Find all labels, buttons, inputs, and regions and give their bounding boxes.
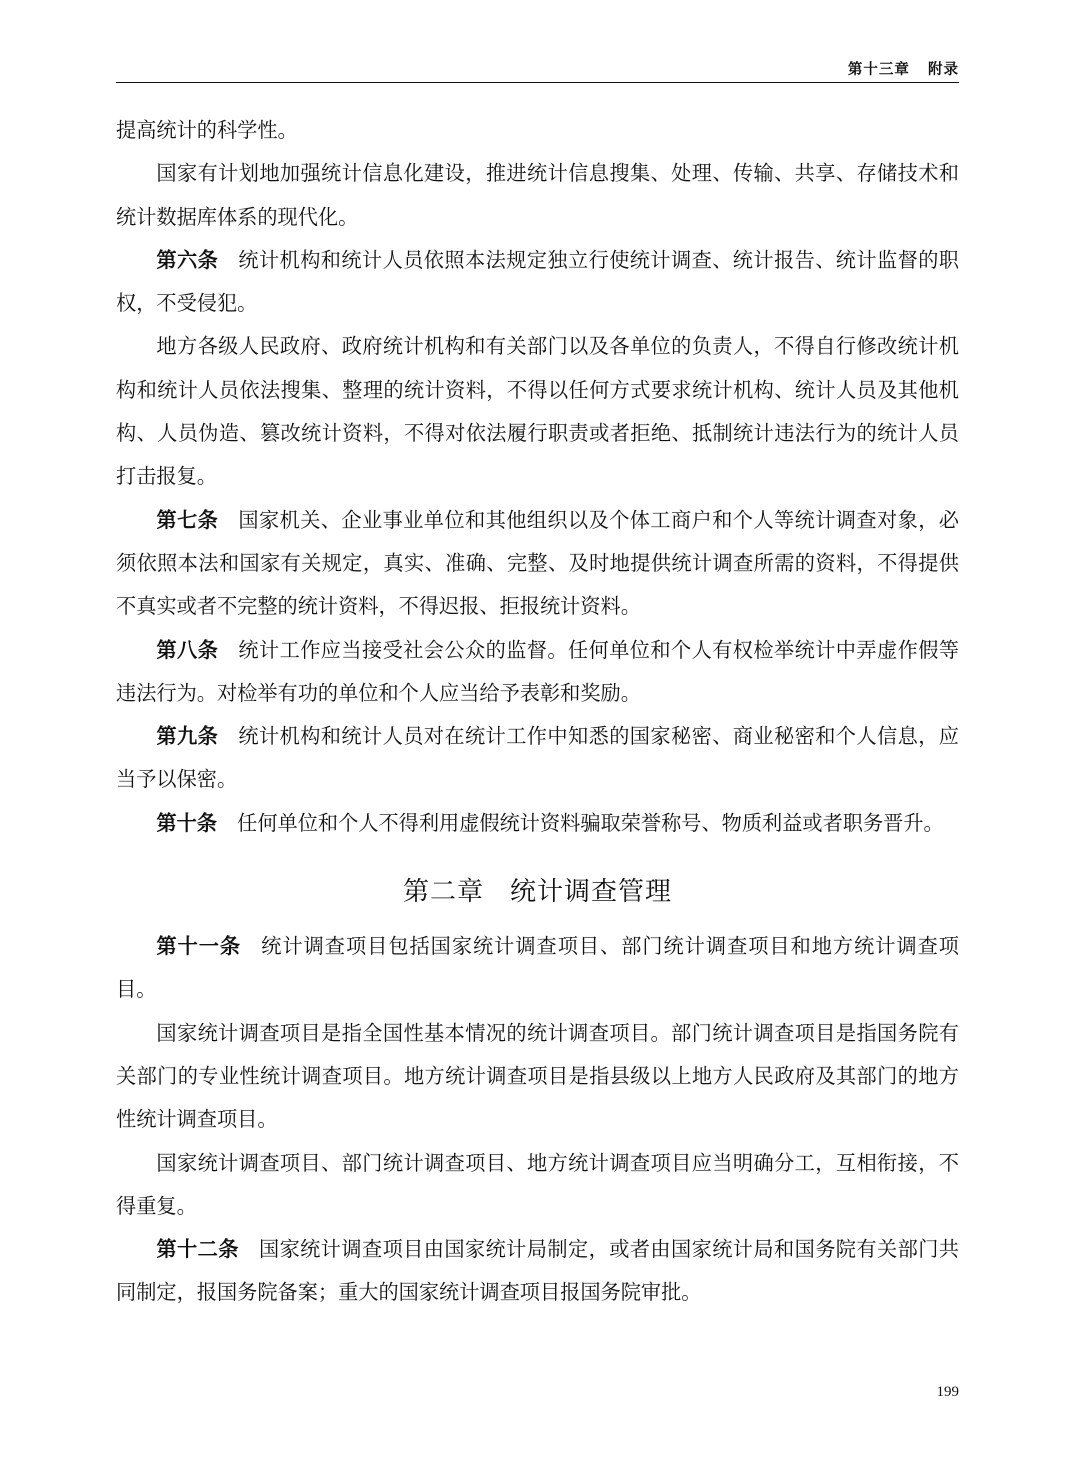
paragraph-continuation: 提高统计的科学性。 <box>116 118 298 142</box>
article-7-label: 第七条 <box>156 507 219 532</box>
article-11-label: 第十一条 <box>156 934 242 959</box>
chapter-number: 第二章 <box>402 877 484 908</box>
paragraph-informatization: 国家有计划地加强统计信息化建设，推进统计信息搜集、处理、传输、共享、存储技术和统计数据库体系的现代化。 <box>116 161 959 229</box>
article-11 <box>116 925 959 1012</box>
article-6-text: 统计机构和统计人员依照本法规定独立行使统计调查、统计报告、统计监督的职权，不受侵犯。 <box>116 247 959 316</box>
chapter-title: 统计调查管理 <box>510 877 673 908</box>
article-11-text: 统计调查项目包括国家统计调查项目、部门统计调查项目和地方统计调查项目。 <box>116 934 959 1002</box>
header-chapter-label <box>848 58 959 79</box>
page-number: 199 <box>936 1384 959 1400</box>
article-6 <box>116 239 959 326</box>
article-9-text: 统计机构和统计人员对在统计工作中知悉的国家秘密、商业秘密和个人信息，应当予以保密。 <box>116 724 959 792</box>
article-10-label: 第十条 <box>156 810 217 835</box>
paragraph-survey-definitions: 国家统计调查项目是指全国性基本情况的统计调查项目。部门统计调查项目是指国务院有关部门的专业性统计调查项目。地方统计调查项目是指县级以上地方人民政府及其部门的地方性统计调查项目。 <box>116 1020 959 1132</box>
article-8-text: 统计工作应当接受社会公众的监督。任何单位和个人有权检举统计中弄虚作假等违法行为。对检举有功的单位和个人应当给予表彰和奖励。 <box>116 637 959 705</box>
article-9 <box>116 715 959 802</box>
page-body <box>116 109 959 1315</box>
paragraph-local-government: 地方各级人民政府、政府统计机构和有关部门以及各单位的负责人，不得自行修改统计机构和统计人员依法搜集、整理的统计资料，不得以任何方式要求统计机构、统计人员及其他机构、人员伪造、篡改统计资料，不得对依法履行职责或者拒绝、抵制统计违法行为的统计人员打击报复。 <box>116 334 959 489</box>
article-12-text: 国家统计调查项目由国家统计局制定，或者由国家统计局和国务院有关部门共同制定，报国务院备案；重大的国家统计调查项目报国务院审批。 <box>116 1237 959 1305</box>
header-chapter: 第十三章 <box>847 62 910 78</box>
article-10-text: 任何单位和个人不得利用虚假统计资料骗取荣誉称号、物质利益或者职务晋升。 <box>237 810 944 835</box>
article-6-label: 第六条 <box>156 247 219 272</box>
article-12 <box>116 1228 959 1315</box>
article-8 <box>116 629 959 716</box>
paragraph-survey-division: 国家统计调查项目、部门统计调查项目、地方统计调查项目应当明确分工，互相衔接，不得重复。 <box>116 1150 959 1218</box>
article-9-label: 第九条 <box>156 724 219 749</box>
article-10 <box>116 802 959 845</box>
article-7 <box>116 499 959 629</box>
article-8-label: 第八条 <box>156 637 219 662</box>
running-header <box>116 56 959 83</box>
article-12-label: 第十二条 <box>156 1237 239 1262</box>
chapter-heading <box>116 859 959 925</box>
header-section: 附录 <box>928 62 959 78</box>
article-7-text: 国家机关、企业事业单位和其他组织以及个体工商户和个人等统计调查对象，必须依照本法和国家有关规定，真实、准确、完整、及时地提供统计调查所需的资料，不得提供不真实或者不完整的统计资料，不得迟报、拒报统计资料。 <box>116 507 959 619</box>
